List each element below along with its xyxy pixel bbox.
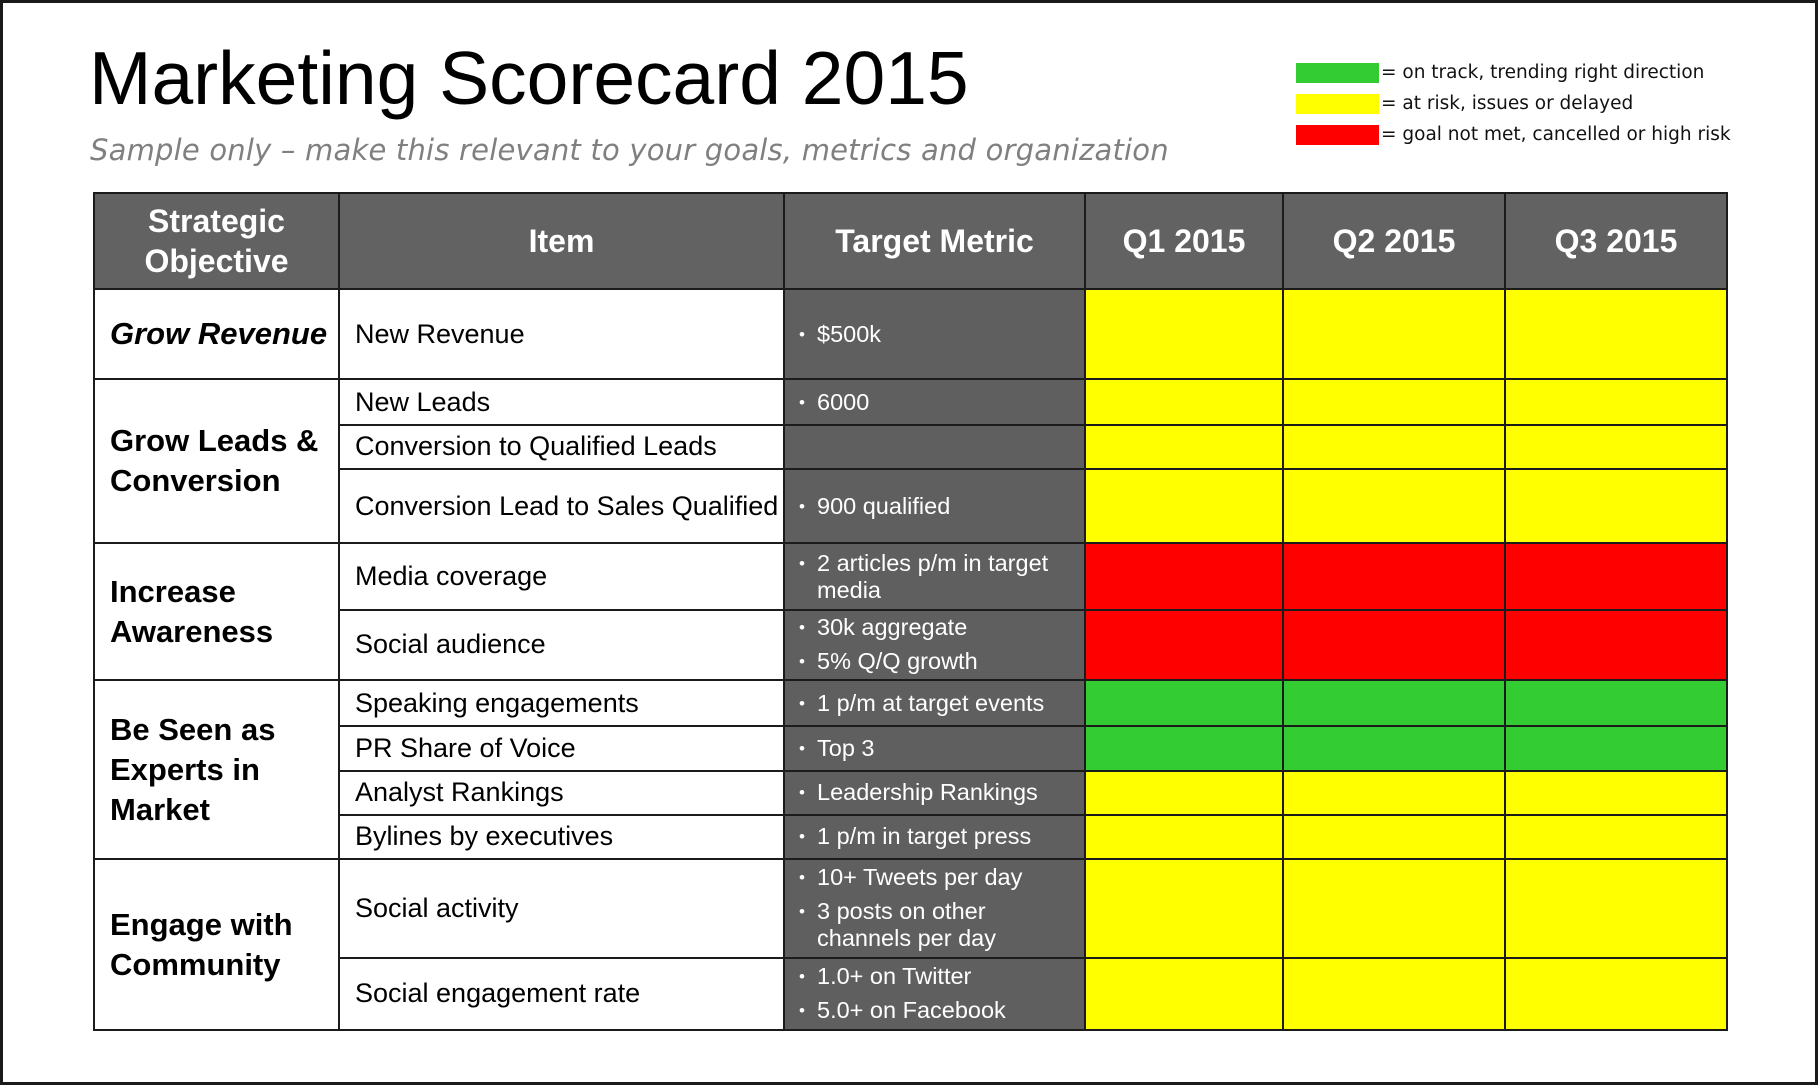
target-metric-cell (784, 859, 1085, 958)
target-metric-list (799, 321, 1084, 348)
status-cell-q1 (1085, 289, 1283, 379)
target-metric-item: • 3 posts on other channels per day (799, 898, 1084, 952)
status-cell-q2 (1283, 289, 1505, 379)
target-metric-cell (784, 771, 1085, 815)
header-objective: Strategic Objective (94, 193, 339, 289)
target-metric-item: • Leadership Rankings (799, 779, 1084, 806)
item-cell: Social audience (339, 610, 784, 680)
target-metric-cell (784, 469, 1085, 543)
status-cell-q1 (1085, 815, 1283, 859)
item-cell: New Leads (339, 379, 784, 424)
status-cell-q3 (1505, 771, 1727, 815)
target-metric-item: • 6000 (799, 389, 1084, 416)
status-cell-q2 (1283, 815, 1505, 859)
table-row (94, 958, 1727, 1030)
table-row (94, 610, 1727, 680)
status-cell-q2 (1283, 859, 1505, 958)
status-cell-q1 (1085, 543, 1283, 609)
target-metric-item: • $500k (799, 321, 1084, 348)
status-cell-q1 (1085, 859, 1283, 958)
table-row (94, 289, 1727, 379)
table-row (94, 815, 1727, 859)
target-metric-item: • 1 p/m in target press (799, 823, 1084, 850)
target-metric-item: • 900 qualified (799, 493, 1084, 520)
status-cell-q3 (1505, 815, 1727, 859)
target-metric-list (799, 389, 1084, 416)
header-q1: Q1 2015 (1085, 193, 1283, 289)
item-cell: Media coverage (339, 543, 784, 609)
status-cell-q3 (1505, 680, 1727, 726)
target-metric-cell (784, 289, 1085, 379)
status-cell-q2 (1283, 958, 1505, 1030)
objective-cell: Increase Awareness (94, 543, 339, 680)
status-cell-q1 (1085, 958, 1283, 1030)
target-metric-cell (784, 726, 1085, 770)
legend-swatch-yellow (1296, 94, 1379, 114)
target-metric-item: • 2 articles p/m in target media (799, 550, 1084, 604)
target-metric-list (799, 550, 1084, 604)
objective-cell: Be Seen as Experts in Market (94, 680, 339, 859)
target-metric-item: • 1 p/m at target events (799, 690, 1084, 717)
target-metric-item: • 30k aggregate (799, 614, 1084, 641)
legend-swatch-red (1296, 125, 1379, 145)
target-metric-cell (784, 379, 1085, 424)
objective-cell: Grow Leads & Conversion (94, 379, 339, 543)
target-metric-list (799, 614, 1084, 675)
target-metric-cell (784, 610, 1085, 680)
status-cell-q1 (1085, 379, 1283, 424)
target-metric-list (799, 823, 1084, 850)
header-q3: Q3 2015 (1505, 193, 1727, 289)
table-row (94, 543, 1727, 609)
legend-swatch-green (1296, 63, 1379, 83)
status-legend (1296, 57, 1731, 150)
legend-text-yellow: = at risk, issues or delayed (1381, 93, 1634, 114)
target-metric-item: • Top 3 (799, 735, 1084, 762)
header-target-metric: Target Metric (784, 193, 1085, 289)
status-cell-q3 (1505, 859, 1727, 958)
page-title: Marketing Scorecard 2015 (89, 36, 969, 120)
header-row (94, 193, 1727, 289)
status-cell-q1 (1085, 771, 1283, 815)
item-cell: Social engagement rate (339, 958, 784, 1030)
table-row (94, 859, 1727, 958)
target-metric-list (799, 735, 1084, 762)
target-metric-cell (784, 958, 1085, 1030)
legend-text-green: = on track, trending right direction (1381, 62, 1705, 83)
legend-text-red: = goal not met, cancelled or high risk (1381, 124, 1731, 145)
legend-row-green (1296, 57, 1731, 88)
scorecard-table (93, 192, 1728, 1031)
target-metric-cell (784, 543, 1085, 609)
status-cell-q3 (1505, 610, 1727, 680)
status-cell-q2 (1283, 425, 1505, 469)
legend-row-yellow (1296, 88, 1731, 119)
target-metric-cell (784, 815, 1085, 859)
objective-cell: Grow Revenue (94, 289, 339, 379)
status-cell-q3 (1505, 469, 1727, 543)
item-cell: Conversion to Qualified Leads (339, 425, 784, 469)
legend-row-red (1296, 119, 1731, 150)
status-cell-q2 (1283, 379, 1505, 424)
status-cell-q3 (1505, 543, 1727, 609)
status-cell-q2 (1283, 469, 1505, 543)
target-metric-list (799, 493, 1084, 520)
target-metric-item: • 5.0+ on Facebook (799, 997, 1084, 1024)
target-metric-item: • 1.0+ on Twitter (799, 963, 1084, 990)
scorecard-body (94, 289, 1727, 1030)
target-metric-list (799, 963, 1084, 1024)
target-metric-item: • 5% Q/Q growth (799, 648, 1084, 675)
table-row (94, 379, 1727, 424)
target-metric-item: • 10+ Tweets per day (799, 864, 1084, 891)
status-cell-q2 (1283, 680, 1505, 726)
status-cell-q1 (1085, 610, 1283, 680)
status-cell-q3 (1505, 726, 1727, 770)
table-row (94, 680, 1727, 726)
status-cell-q1 (1085, 726, 1283, 770)
objective-cell: Engage with Community (94, 859, 339, 1030)
status-cell-q3 (1505, 289, 1727, 379)
status-cell-q3 (1505, 379, 1727, 424)
header-item: Item (339, 193, 784, 289)
item-cell: Analyst Rankings (339, 771, 784, 815)
target-metric-list (799, 690, 1084, 717)
item-cell: New Revenue (339, 289, 784, 379)
status-cell-q3 (1505, 425, 1727, 469)
target-metric-list (799, 779, 1084, 806)
target-metric-cell (784, 425, 1085, 469)
status-cell-q1 (1085, 425, 1283, 469)
item-cell: PR Share of Voice (339, 726, 784, 770)
status-cell-q2 (1283, 543, 1505, 609)
status-cell-q3 (1505, 958, 1727, 1030)
scorecard-table-container (93, 192, 1726, 1031)
status-cell-q1 (1085, 469, 1283, 543)
table-row (94, 771, 1727, 815)
status-cell-q1 (1085, 680, 1283, 726)
status-cell-q2 (1283, 726, 1505, 770)
table-row (94, 469, 1727, 543)
status-cell-q2 (1283, 771, 1505, 815)
item-cell: Bylines by executives (339, 815, 784, 859)
status-cell-q2 (1283, 610, 1505, 680)
item-cell: Conversion Lead to Sales Qualified (339, 469, 784, 543)
table-row (94, 726, 1727, 770)
target-metric-cell (784, 680, 1085, 726)
header-q2: Q2 2015 (1283, 193, 1505, 289)
target-metric-list (799, 864, 1084, 952)
page-subtitle: Sample only – make this relevant to your goals, metrics and organization (90, 133, 1169, 167)
item-cell: Social activity (339, 859, 784, 958)
item-cell: Speaking engagements (339, 680, 784, 726)
table-row (94, 425, 1727, 469)
